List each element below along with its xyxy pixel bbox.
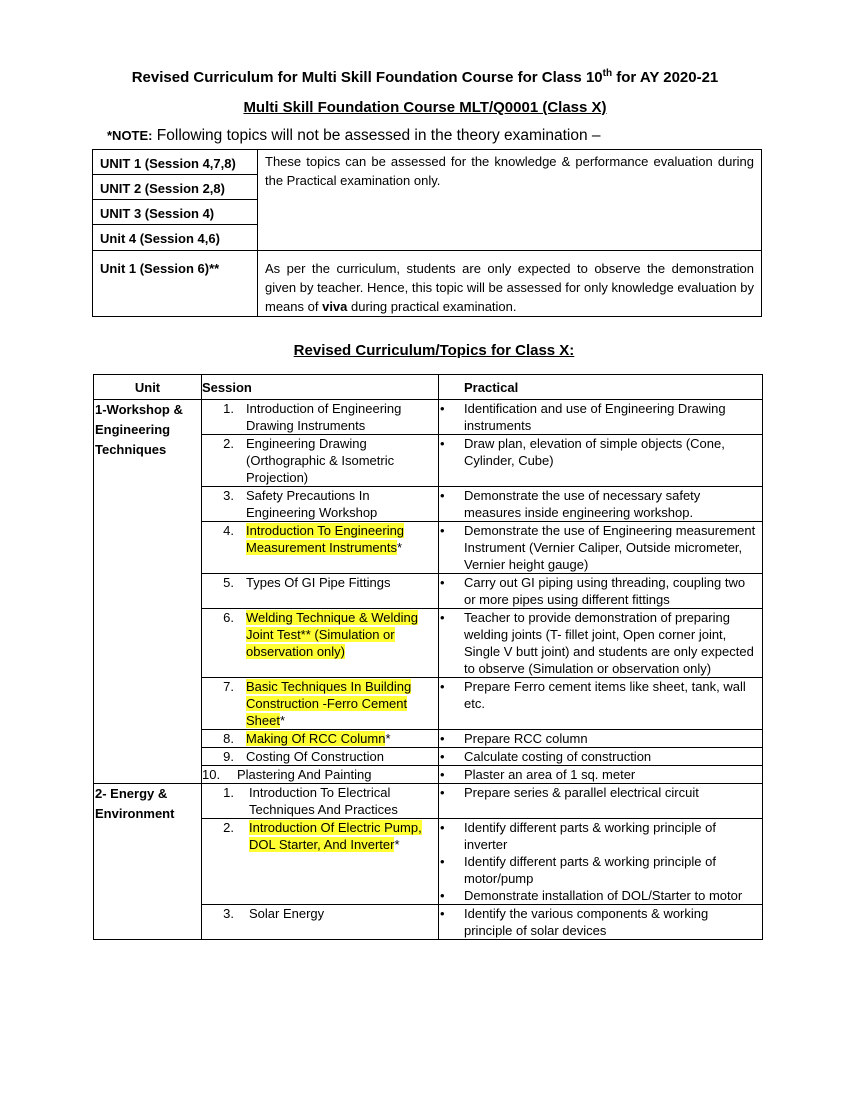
session-number: 5. xyxy=(223,575,234,590)
session-cell xyxy=(202,819,439,905)
session-suffix: * xyxy=(279,713,286,728)
session-number: 4. xyxy=(223,523,234,538)
practical-item: Draw plan, elevation of simple objects (Cone, Cylinder, Cube) xyxy=(464,436,725,468)
practical-item: Prepare series & parallel electrical circuit xyxy=(464,785,699,800)
unit-name: 1-Workshop & Engineering Techniques xyxy=(94,400,202,784)
title-end: for AY 2020-21 xyxy=(612,69,719,86)
bullet-icon: • xyxy=(440,888,445,903)
notes-unit: Unit 4 (Session 4,6) xyxy=(93,225,258,251)
practical-item: Identification and use of Engineering Drawing instruments xyxy=(464,401,726,433)
session-cell xyxy=(202,522,439,574)
bullet-icon: • xyxy=(440,767,445,782)
session-number: 2. xyxy=(223,820,234,835)
title-main: Revised Curriculum for Multi Skill Foundation Course for Class 10 xyxy=(131,69,603,86)
notes-table xyxy=(92,149,762,317)
session-cell xyxy=(202,609,439,678)
section-title: Revised Curriculum/Topics for Class X: xyxy=(293,342,575,359)
session-suffix: * xyxy=(397,540,403,555)
session-cell xyxy=(202,784,439,819)
session-cell xyxy=(202,748,439,766)
unit-name: 2- Energy & Environment xyxy=(94,784,202,940)
session-title-highlighted: Making Of RCC Column xyxy=(246,731,386,746)
session-title: Introduction of Engineering Drawing Instruments xyxy=(246,401,402,433)
bullet-icon: • xyxy=(440,854,445,869)
table-row xyxy=(94,400,763,435)
session-title-highlighted: Introduction Of Electric Pump, DOL Starter, And Inverter xyxy=(249,820,422,852)
notes-practical-note: These topics can be assessed for the knowledge & performance evaluation during the Practical examination only. xyxy=(258,150,762,251)
practical-cell xyxy=(439,784,763,819)
session-title: Solar Energy xyxy=(249,906,325,921)
bullet-icon: • xyxy=(440,820,445,835)
practical-cell xyxy=(439,487,763,522)
notes-unit: UNIT 2 (Session 2,8) xyxy=(93,175,258,200)
session-cell xyxy=(202,766,439,784)
session-cell xyxy=(202,905,439,940)
practical-item: Demonstrate installation of DOL/Starter to motor xyxy=(464,888,743,903)
bullet-icon: • xyxy=(440,785,445,800)
practical-cell xyxy=(439,574,763,609)
practical-cell xyxy=(439,609,763,678)
session-cell xyxy=(202,487,439,522)
document-title xyxy=(0,68,850,86)
session-number: 1. xyxy=(223,785,234,800)
bullet-icon: • xyxy=(440,610,445,625)
session-number: 7. xyxy=(223,679,234,694)
notes-viva-unit: Unit 1 (Session 6)** xyxy=(93,251,258,317)
header-practical: Practical xyxy=(439,375,763,400)
session-suffix: * xyxy=(394,837,400,852)
table-row xyxy=(94,784,763,819)
title-superscript: th xyxy=(602,68,613,79)
session-title: Safety Precautions In Engineering Workshop xyxy=(246,488,378,520)
session-number: 8. xyxy=(223,731,234,746)
notes-viva-text: As per the curriculum, students are only expected to observe the demonstration given by teacher. Hence, this topic will be assessed for only knowledge evaluation by means of viva during practical examination. xyxy=(258,251,762,317)
note-label: *NOTE: xyxy=(107,128,153,143)
practical-cell xyxy=(439,766,763,784)
session-title: Plastering And Painting xyxy=(237,767,372,782)
practical-item: Identify different parts & working principle of inverter xyxy=(464,820,716,852)
session-title-highlighted: Welding Technique & Welding Joint Test** (Simulation or observation only) xyxy=(246,610,419,659)
session-number: 10. xyxy=(202,767,221,782)
practical-cell xyxy=(439,819,763,905)
header-session: Session xyxy=(202,375,439,400)
practical-cell xyxy=(439,678,763,730)
viva-bold: viva xyxy=(322,299,348,314)
bullet-icon: • xyxy=(440,488,445,503)
notes-unit: UNIT 3 (Session 4) xyxy=(93,200,258,225)
session-number: 9. xyxy=(223,749,234,764)
practical-item: Calculate costing of construction xyxy=(464,749,652,764)
bullet-icon: • xyxy=(440,731,445,746)
header-unit: Unit xyxy=(94,375,202,400)
practical-cell xyxy=(439,435,763,487)
curriculum-table xyxy=(93,374,763,940)
practical-item: Demonstrate the use of necessary safety measures inside engineering workshop. xyxy=(464,488,701,520)
session-title: Introduction To Electrical Techniques And Practices xyxy=(249,785,398,817)
practical-item: Identify the various components & working principle of solar devices xyxy=(464,906,709,938)
session-cell xyxy=(202,400,439,435)
bullet-icon: • xyxy=(440,679,445,694)
bullet-icon: • xyxy=(440,401,445,416)
note-text: Following topics will not be assessed in the theory examination – xyxy=(152,127,601,144)
session-cell xyxy=(202,435,439,487)
session-number: 3. xyxy=(223,906,234,921)
session-number: 6. xyxy=(223,610,234,625)
note-line xyxy=(107,127,601,145)
session-title: Engineering Drawing (Orthographic & Isometric Projection) xyxy=(246,436,395,485)
practical-item: Teacher to provide demonstration of preparing welding joints (T- fillet joint, Open corner joint, Single V butt joint) and students are only expected to observe (Simulation or observation only) xyxy=(464,610,754,676)
document-subtitle: Multi Skill Foundation Course MLT/Q0001 (Class X) xyxy=(243,99,607,116)
practical-item: Identify different parts & working principle of motor/pump xyxy=(464,854,716,886)
practical-item: Carry out GI piping using threading, coupling two or more pipes using different fittings xyxy=(464,575,746,607)
session-number: 2. xyxy=(223,436,234,451)
bullet-icon: • xyxy=(440,436,445,451)
practical-item: Prepare RCC column xyxy=(464,731,588,746)
bullet-icon: • xyxy=(440,575,445,590)
session-cell xyxy=(202,678,439,730)
bullet-icon: • xyxy=(440,906,445,921)
session-cell xyxy=(202,730,439,748)
practical-item: Plaster an area of 1 sq. meter xyxy=(464,767,636,782)
session-title-highlighted: Basic Techniques In Building Construction -Ferro Cement Sheet xyxy=(246,679,412,728)
session-number: 1. xyxy=(223,401,234,416)
bullet-icon: • xyxy=(440,523,445,538)
practical-cell xyxy=(439,730,763,748)
session-cell xyxy=(202,574,439,609)
practical-cell xyxy=(439,522,763,574)
notes-unit: UNIT 1 (Session 4,7,8) xyxy=(93,150,258,175)
practical-cell xyxy=(439,400,763,435)
session-title: Costing Of Construction xyxy=(246,749,385,764)
session-suffix: * xyxy=(385,731,391,746)
practical-item: Demonstrate the use of Engineering measurement Instrument (Vernier Caliper, Outside micrometer, Vernier height gauge) xyxy=(464,523,756,572)
practical-cell xyxy=(439,748,763,766)
practical-item: Prepare Ferro cement items like sheet, tank, wall etc. xyxy=(464,679,746,711)
session-number: 3. xyxy=(223,488,234,503)
session-title-highlighted: Introduction To Engineering Measurement Instruments xyxy=(246,523,405,555)
practical-cell xyxy=(439,905,763,940)
bullet-icon: • xyxy=(440,749,445,764)
session-title: Types Of GI Pipe Fittings xyxy=(246,575,391,590)
